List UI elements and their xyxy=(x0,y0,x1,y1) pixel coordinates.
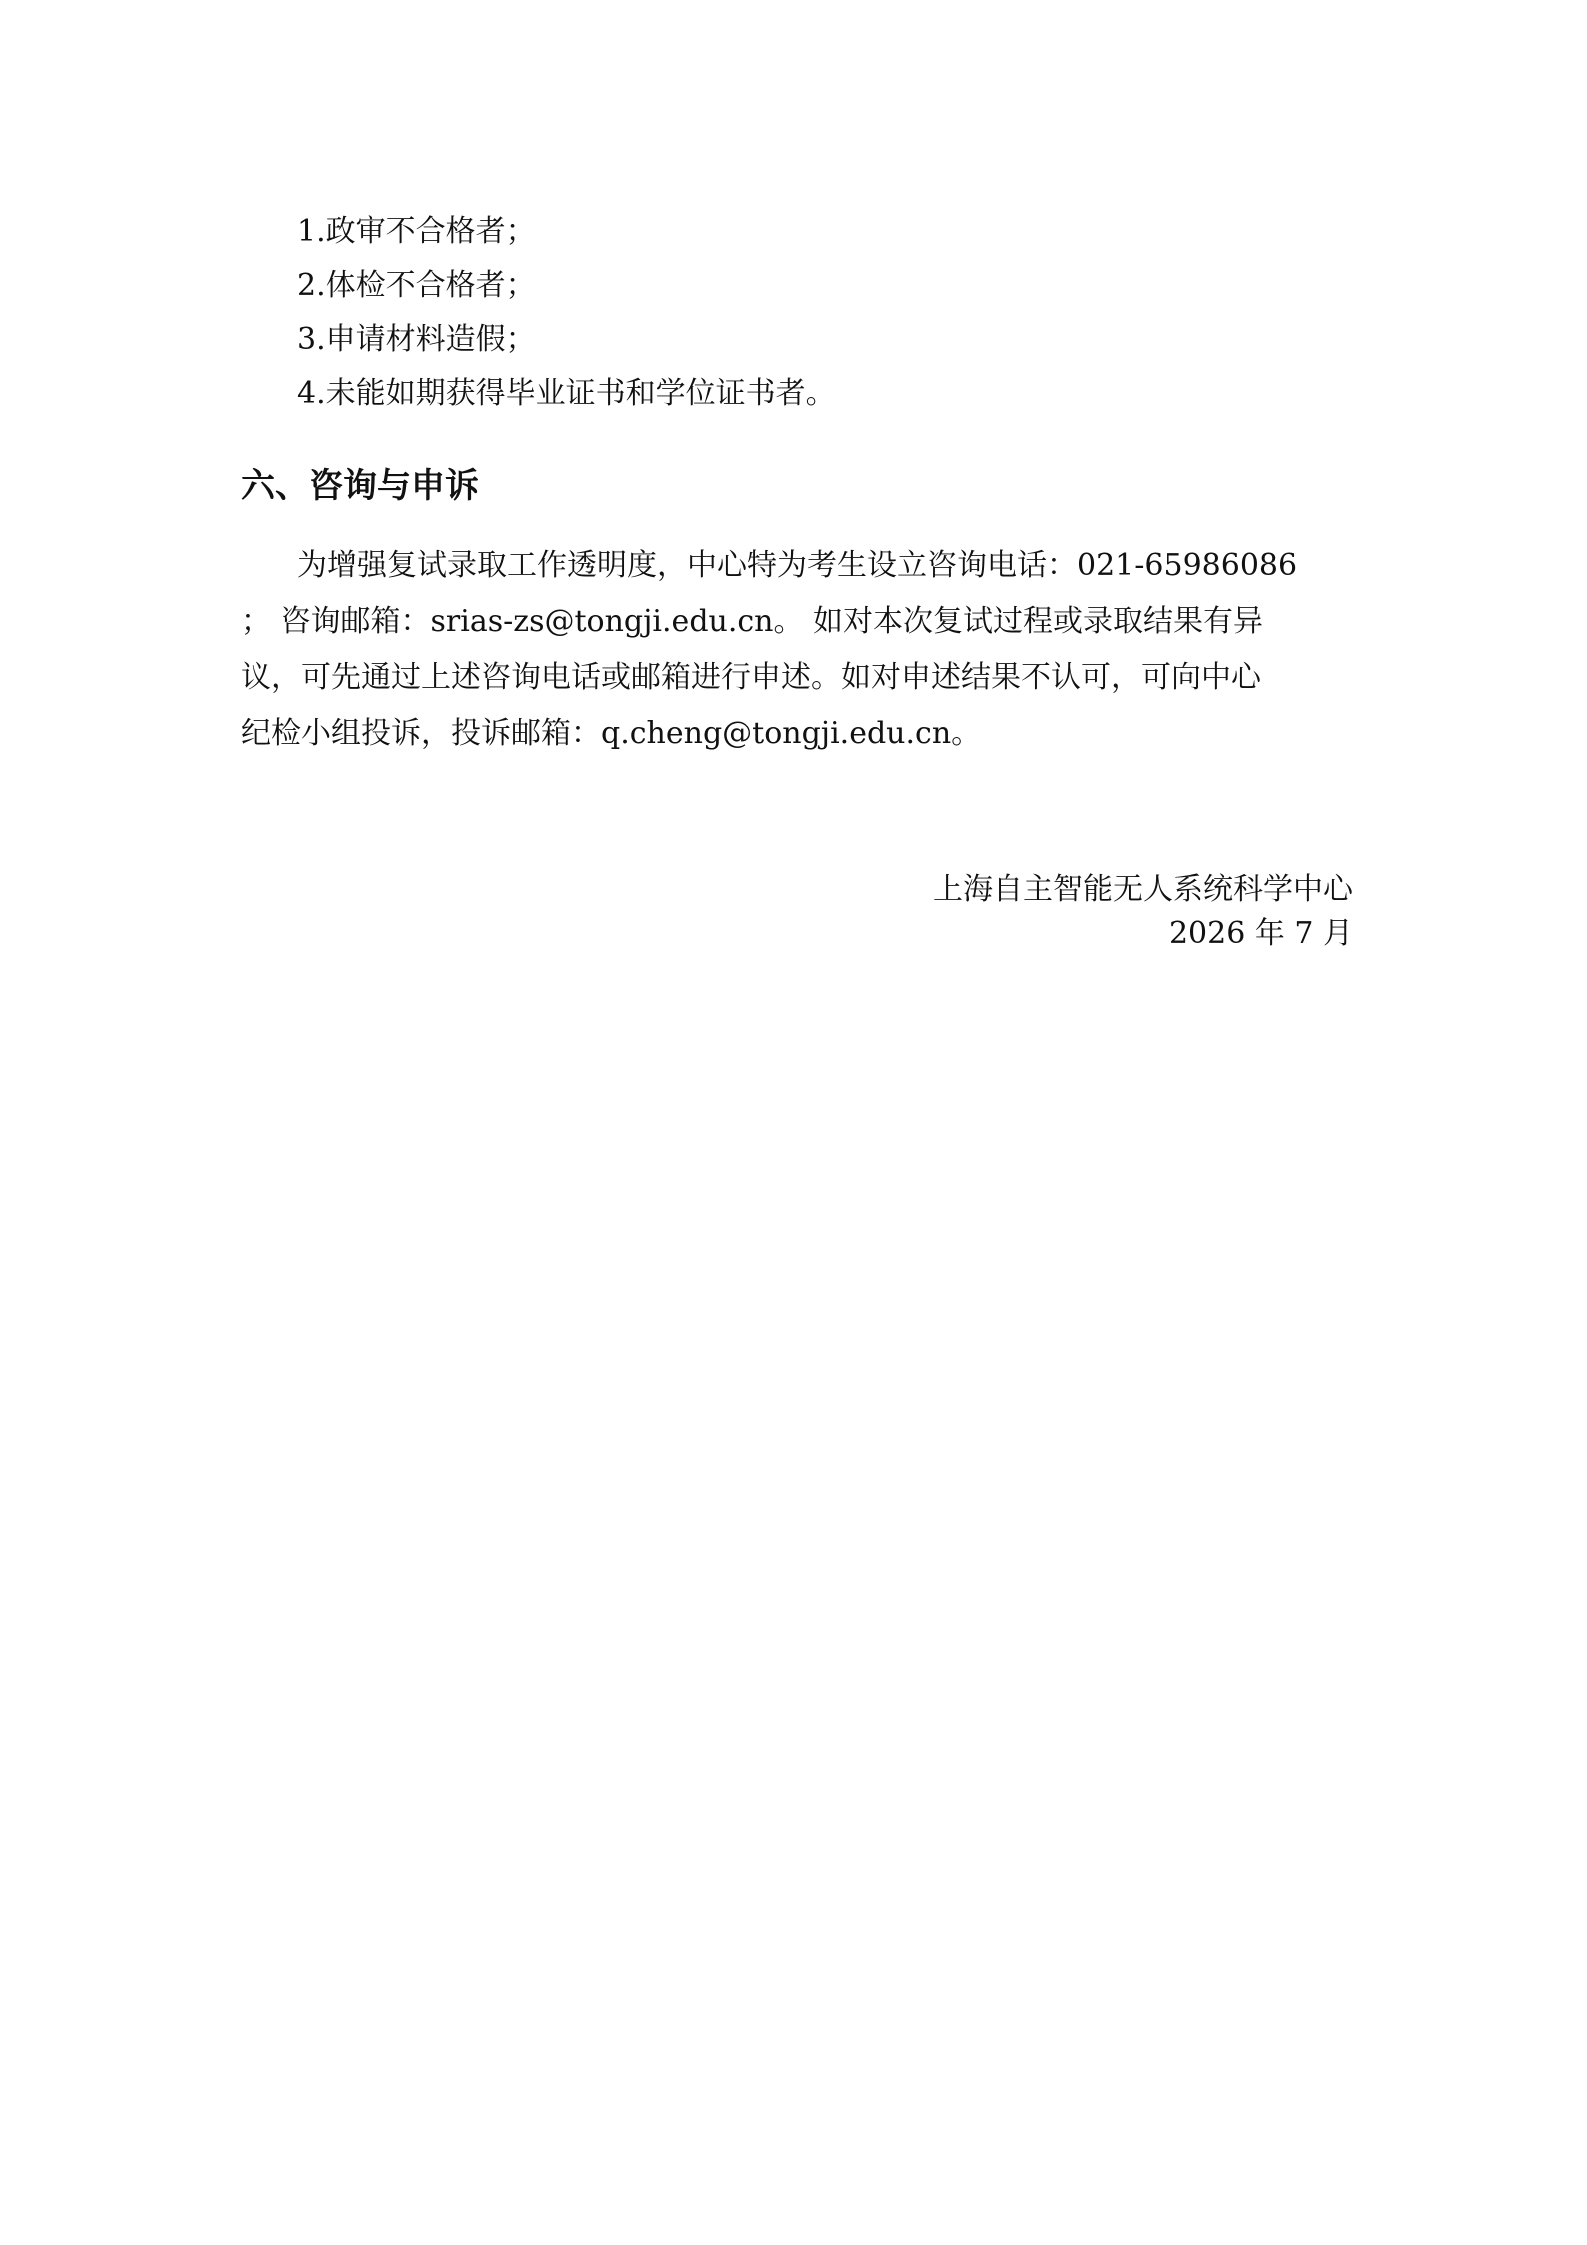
list-item: 1.政审不合格者； xyxy=(297,214,536,249)
list-item: 4.未能如期获得毕业证书和学位证书者。 xyxy=(297,376,836,411)
paragraph-line: 为增强复试录取工作透明度，中心特为考生设立咨询电话：021-65986086 xyxy=(297,548,1298,583)
section-heading: 六、咨询与申诉 xyxy=(241,466,479,506)
signature-organization: 上海自主智能无人系统科学中心 xyxy=(933,872,1353,907)
paragraph-line: 议，可先通过上述咨询电话或邮箱进行申述。如对申述结果不认可，可向中心 xyxy=(241,660,1261,695)
list-item: 3.申请材料造假； xyxy=(297,322,536,357)
paragraph-line: ； 咨询邮箱：srias-zs@tongji.edu.cn。 如对本次复试过程或录取结果有异 xyxy=(241,604,1264,639)
signature-date: 2026 年 7 月 xyxy=(1168,916,1353,951)
consultation-paragraph xyxy=(241,538,1356,762)
list-item: 2.体检不合格者； xyxy=(297,268,536,303)
disqualification-list xyxy=(297,205,1337,421)
signature-block xyxy=(933,868,1353,956)
paragraph-line: 纪检小组投诉，投诉邮箱：q.cheng@tongji.edu.cn。 xyxy=(241,716,982,751)
